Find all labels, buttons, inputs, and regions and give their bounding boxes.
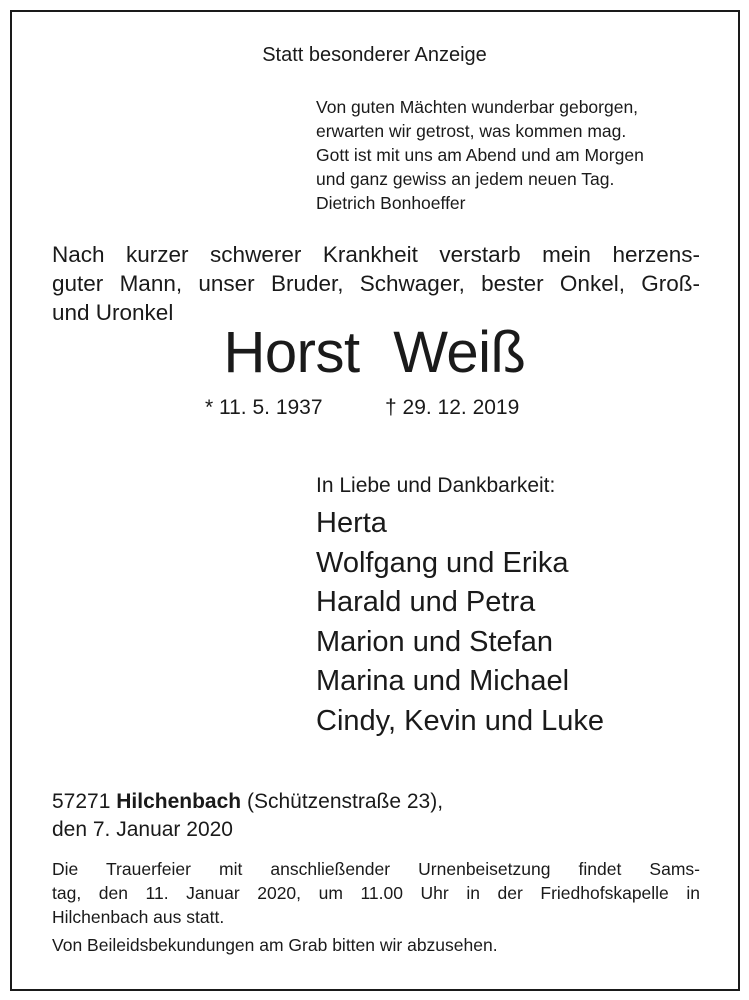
poem-author: Dietrich Bonhoeffer — [316, 193, 466, 213]
condolence-note: Von Beileidsbekundungen am Grab bitten wir abzusehen. — [52, 935, 498, 955]
mourner-name: Wolfgang und Erika — [316, 546, 569, 579]
death-date: † 29. 12. 2019 — [385, 396, 520, 419]
postal-code: 57271 — [52, 790, 111, 813]
mourners-label: In Liebe und Dankbarkeit: — [316, 474, 556, 497]
intro-line: Nach kurzer schwerer Krankheit verstarb mein herzens- — [52, 242, 700, 267]
intro-line: guter Mann, unser Bruder, Schwager, bester Onkel, Groß- — [52, 271, 700, 296]
poem-block — [316, 95, 644, 215]
mourner-name: Marion und Stefan — [316, 625, 553, 658]
mourner-name: Herta — [316, 507, 387, 539]
notice-date: den 7. Januar 2020 — [52, 818, 233, 841]
address-line — [52, 788, 443, 816]
street: (Schützenstraße 23), — [246, 790, 444, 813]
funeral-notice-line: tag, den 11. Januar 2020, um 11.00 Uhr in der Friedhofskapelle in — [52, 883, 700, 903]
poem-line: Gott ist mit uns am Abend und am Morgen — [316, 145, 644, 165]
mourner-name: Cindy, Kevin und Luke — [316, 704, 605, 737]
deceased-first-name: Horst — [223, 320, 360, 385]
intro-line: und Uronkel — [52, 300, 174, 325]
life-dates — [205, 396, 520, 420]
funeral-notice — [52, 857, 700, 929]
poem-line: und ganz gewiss an jedem neuen Tag. — [316, 169, 615, 189]
funeral-notice-line: Die Trauerfeier mit anschließender Urnenbeisetzung findet Sams- — [52, 859, 700, 879]
funeral-notice-line: Hilchenbach aus statt. — [52, 907, 225, 927]
city: Hilchenbach — [116, 790, 242, 813]
poem-line: Von guten Mächten wunderbar geborgen, — [316, 97, 639, 117]
address-block — [52, 788, 443, 844]
mourners-list — [316, 504, 604, 741]
mourner-name: Marina und Michael — [316, 665, 570, 697]
poem-line: erwarten wir getrost, was kommen mag. — [316, 121, 627, 141]
birth-date: * 11. 5. 1937 — [205, 396, 323, 419]
deceased-name — [0, 318, 749, 388]
deceased-last-name: Weiß — [393, 320, 526, 385]
mourner-name: Harald und Petra — [316, 586, 536, 618]
notice-heading: Statt besonderer Anzeige — [262, 44, 487, 66]
intro-text — [52, 240, 700, 327]
